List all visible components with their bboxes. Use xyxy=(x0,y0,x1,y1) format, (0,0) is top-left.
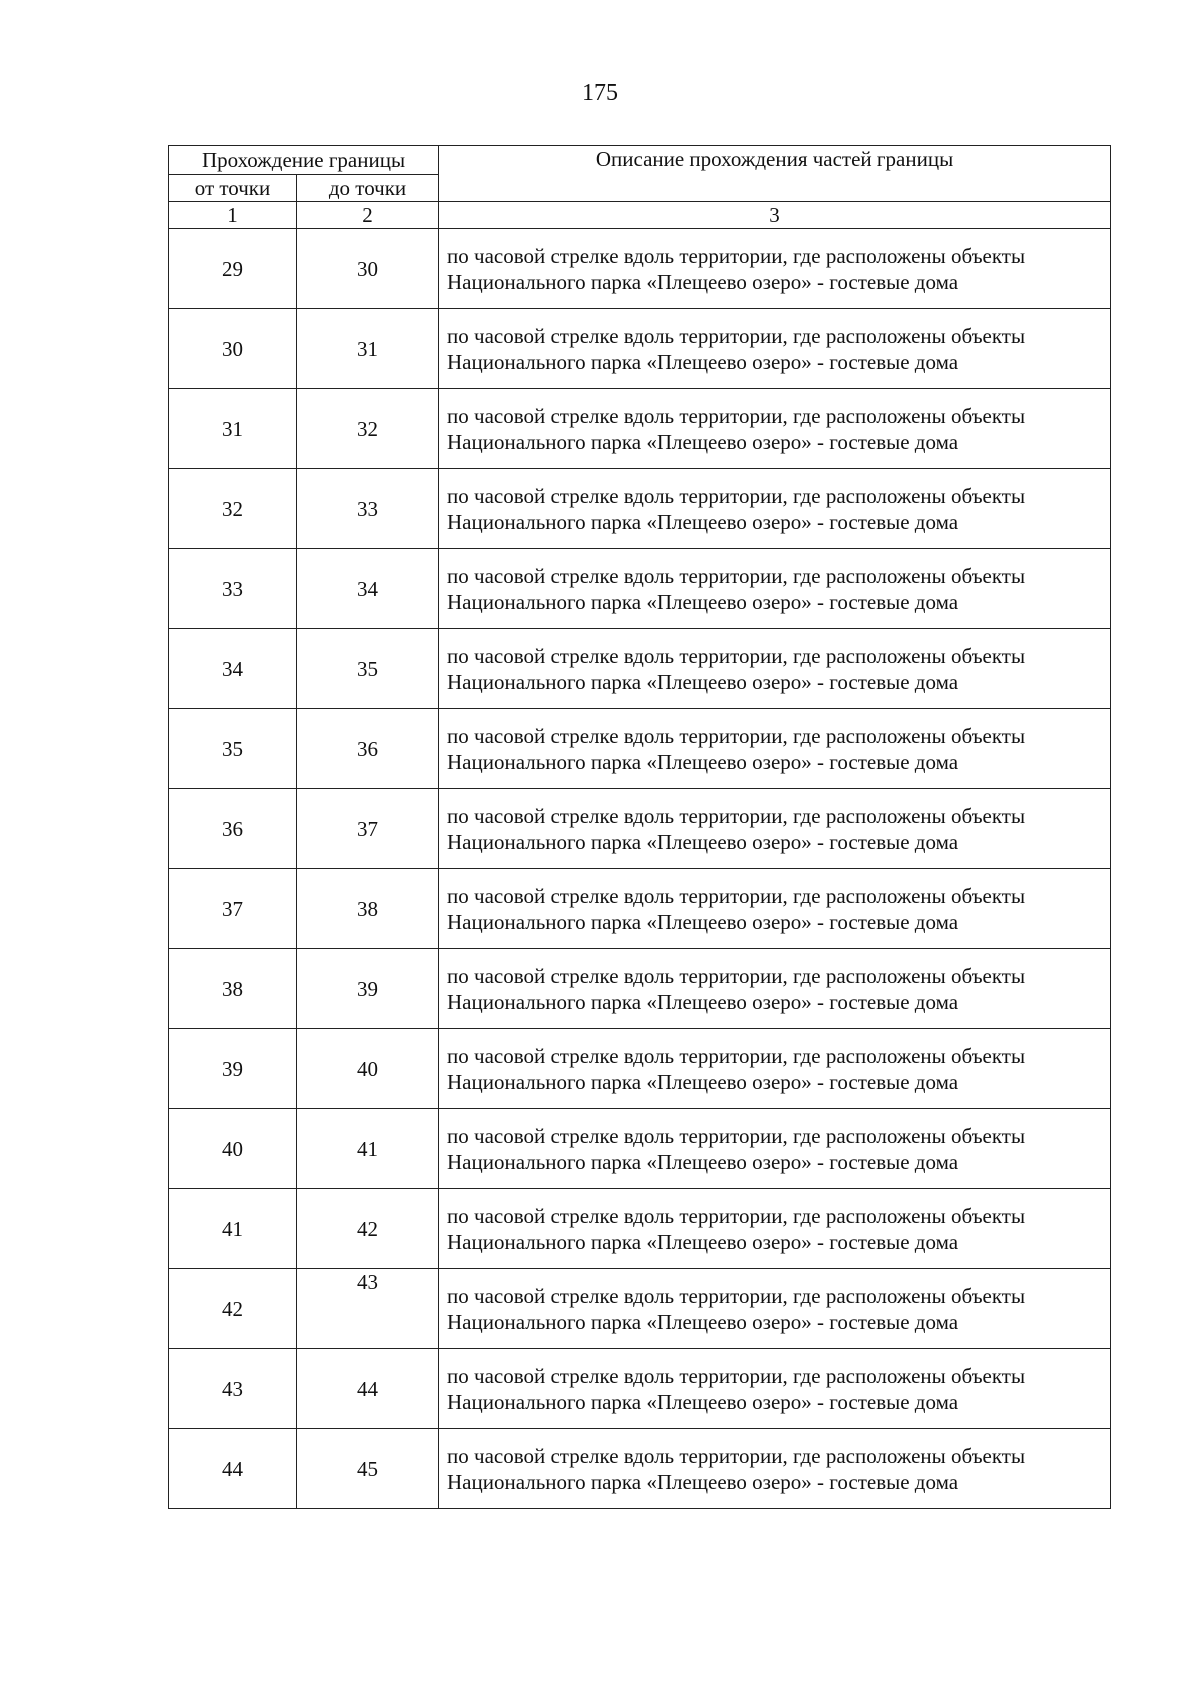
from-point-cell: 43 xyxy=(169,1349,297,1429)
to-point-cell: 30 xyxy=(297,229,439,309)
page-number: 175 xyxy=(582,80,618,106)
table-row xyxy=(169,229,1111,309)
description-cell: по часовой стрелке вдоль территории, где расположены объекты Национального парка «Плещеево озеро» - гостевые дома xyxy=(439,709,1111,789)
to-point-cell: 43 xyxy=(297,1269,439,1349)
from-point-cell: 38 xyxy=(169,949,297,1029)
to-point-cell: 40 xyxy=(297,1029,439,1109)
from-point-cell: 32 xyxy=(169,469,297,549)
header-description: Описание прохождения частей границы xyxy=(439,146,1111,202)
table-row xyxy=(169,309,1111,389)
description-cell: по часовой стрелке вдоль территории, где расположены объекты Национального парка «Плещеево озеро» - гостевые дома xyxy=(439,229,1111,309)
to-point-cell: 36 xyxy=(297,709,439,789)
from-point-cell: 37 xyxy=(169,869,297,949)
column-number-1: 1 xyxy=(169,202,297,229)
to-point-cell: 41 xyxy=(297,1109,439,1189)
table-body xyxy=(169,229,1111,1509)
description-cell: по часовой стрелке вдоль территории, где расположены объекты Национального парка «Плещеево озеро» - гостевые дома xyxy=(439,1109,1111,1189)
table-row xyxy=(169,1189,1111,1269)
description-cell: по часовой стрелке вдоль территории, где расположены объекты Национального парка «Плещеево озеро» - гостевые дома xyxy=(439,1189,1111,1269)
description-cell: по часовой стрелке вдоль территории, где расположены объекты Национального парка «Плещеево озеро» - гостевые дома xyxy=(439,949,1111,1029)
table-row xyxy=(169,1109,1111,1189)
table-row xyxy=(169,1029,1111,1109)
from-point-cell: 41 xyxy=(169,1189,297,1269)
from-point-cell: 31 xyxy=(169,389,297,469)
table-row xyxy=(169,549,1111,629)
from-point-cell: 30 xyxy=(169,309,297,389)
table-row xyxy=(169,869,1111,949)
to-point-cell: 37 xyxy=(297,789,439,869)
from-point-cell: 29 xyxy=(169,229,297,309)
from-point-cell: 42 xyxy=(169,1269,297,1349)
description-cell: по часовой стрелке вдоль территории, где расположены объекты Национального парка «Плещеево озеро» - гостевые дома xyxy=(439,1269,1111,1349)
to-point-cell: 39 xyxy=(297,949,439,1029)
from-point-cell: 33 xyxy=(169,549,297,629)
header-from-point: от точки xyxy=(169,175,297,202)
table-row xyxy=(169,629,1111,709)
description-cell: по часовой стрелке вдоль территории, где расположены объекты Национального парка «Плещеево озеро» - гостевые дома xyxy=(439,1349,1111,1429)
header-boundary-passage: Прохождение границы xyxy=(169,146,439,175)
table-row xyxy=(169,949,1111,1029)
from-point-cell: 36 xyxy=(169,789,297,869)
description-cell: по часовой стрелке вдоль территории, где расположены объекты Национального парка «Плещеево озеро» - гостевые дома xyxy=(439,869,1111,949)
to-point-cell: 42 xyxy=(297,1189,439,1269)
description-cell: по часовой стрелке вдоль территории, где расположены объекты Национального парка «Плещеево озеро» - гостевые дома xyxy=(439,469,1111,549)
from-point-cell: 39 xyxy=(169,1029,297,1109)
description-cell: по часовой стрелке вдоль территории, где расположены объекты Национального парка «Плещеево озеро» - гостевые дома xyxy=(439,789,1111,869)
boundary-table xyxy=(168,145,1111,1509)
to-point-cell: 34 xyxy=(297,549,439,629)
description-cell: по часовой стрелке вдоль территории, где расположены объекты Национального парка «Плещеево озеро» - гостевые дома xyxy=(439,389,1111,469)
to-point-cell: 35 xyxy=(297,629,439,709)
description-cell: по часовой стрелке вдоль территории, где расположены объекты Национального парка «Плещеево озеро» - гостевые дома xyxy=(439,629,1111,709)
table-row xyxy=(169,1269,1111,1349)
to-point-cell: 45 xyxy=(297,1429,439,1509)
from-point-cell: 35 xyxy=(169,709,297,789)
to-point-cell: 32 xyxy=(297,389,439,469)
table-row xyxy=(169,389,1111,469)
table-row xyxy=(169,1349,1111,1429)
description-cell: по часовой стрелке вдоль территории, где расположены объекты Национального парка «Плещеево озеро» - гостевые дома xyxy=(439,309,1111,389)
from-point-cell: 40 xyxy=(169,1109,297,1189)
from-point-cell: 44 xyxy=(169,1429,297,1509)
description-cell: по часовой стрелке вдоль территории, где расположены объекты Национального парка «Плещеево озеро» - гостевые дома xyxy=(439,1429,1111,1509)
table-row xyxy=(169,469,1111,549)
table-row xyxy=(169,1429,1111,1509)
table-row xyxy=(169,709,1111,789)
column-number-3: 3 xyxy=(439,202,1111,229)
description-cell: по часовой стрелке вдоль территории, где расположены объекты Национального парка «Плещеево озеро» - гостевые дома xyxy=(439,549,1111,629)
header-to-point: до точки xyxy=(297,175,439,202)
from-point-cell: 34 xyxy=(169,629,297,709)
to-point-cell: 38 xyxy=(297,869,439,949)
description-cell: по часовой стрелке вдоль территории, где расположены объекты Национального парка «Плещеево озеро» - гостевые дома xyxy=(439,1029,1111,1109)
to-point-cell: 33 xyxy=(297,469,439,549)
column-number-2: 2 xyxy=(297,202,439,229)
to-point-cell: 44 xyxy=(297,1349,439,1429)
to-point-cell: 31 xyxy=(297,309,439,389)
table-row xyxy=(169,789,1111,869)
